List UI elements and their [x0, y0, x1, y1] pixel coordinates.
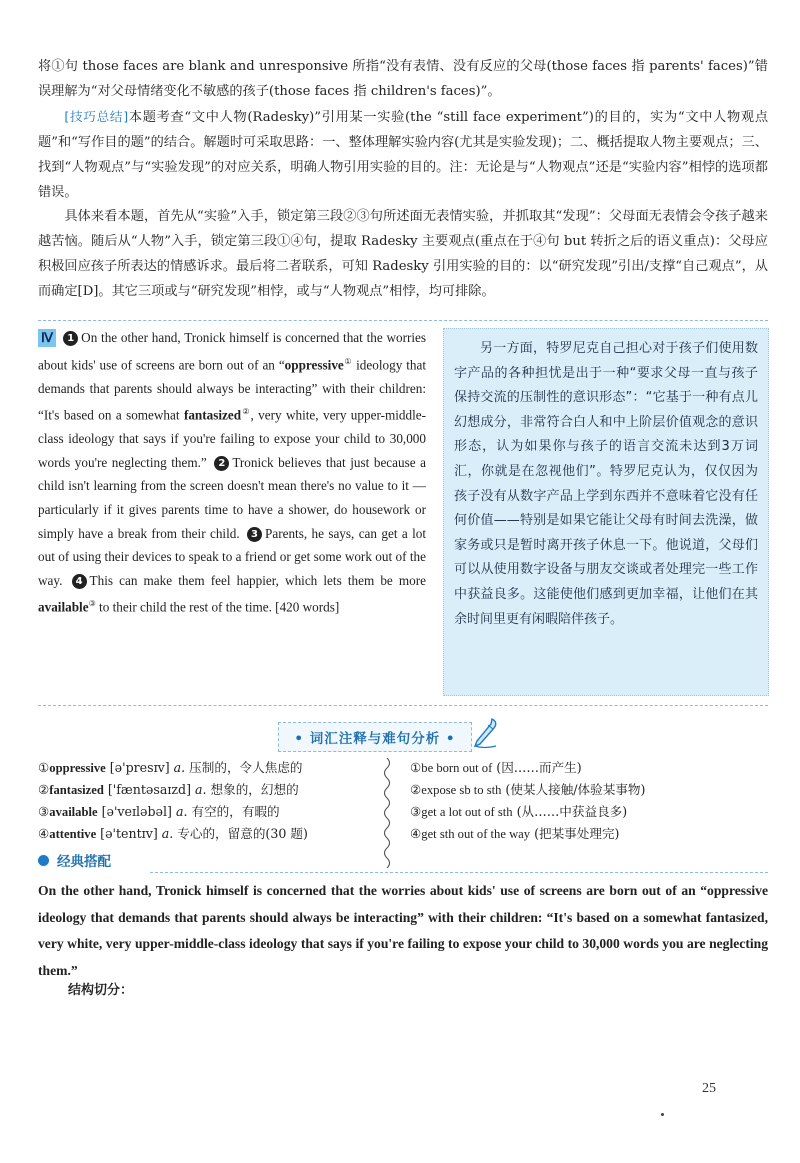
intro-paragraph: 将①句 those faces are blank and unresponsive 所指“没有表情、没有反应的父母(those faces 指 parents' faces)”错误理解为“对父母情绪变化不敏感的孩子(those faces 指 children's faces)”。 [38, 59, 768, 99]
sentence-text: , very white, very upper-middle-class ideology that says if you're failing to expose your child to 30,000 words you're neglecting them.” [38, 407, 426, 470]
tip-text: 本题考查“文中人物(Radesky)”引用某一实验(the “still face experiment”)的目的，实为“文中人物观点题”和“写作目的题”的结合。解题时可采取思路：一、整体理解实验内容(尤其是实验发现)；二、概括提取人物主要观点；三、找到“人物观点”与“实验发现”的对应关系，明确人物引用实验的目的。注：无论是与“人物观点”还是“实验内容”相悖的选项都错误。 [38, 110, 769, 200]
phrase-list [410, 757, 770, 845]
translation-box: 另一方面，特罗尼克自己担心对于孩子们使用数字产品的各种担忧是出于一种“要求父母一直与孩子保持交流的压制性的意识形态”：“它基于一种有点儿幻想成分，非常符合白人和中上阶层价值观念的意识形态，认为如果你与孩子的语言交流未达到3万词汇，你就是在忽视他们”。特罗尼克认为，仅仅因为孩子没有从数字产品上学到东西并不意味着它没有任何价值——特别是如果它能让父母有时间去洗澡，做家务或只是暂时离开孩子休息一下。他说道，父母们可以从使用数字设备与朋友交谈或者处理完一些工作中获益良多。这能使他们感到更加幸福，让他们在其余时间里更有闲暇陪伴孩子。 [443, 328, 769, 696]
vocab-word: available [38, 599, 89, 615]
sentence-text: On the other hand, Tronick himself is concerned that the worries about kids' use of screens are born out of an “ [38, 330, 426, 372]
pen-icon [470, 716, 500, 750]
divider [38, 705, 768, 706]
sentence-marker: 4 [72, 574, 87, 589]
vocab-word: fantasized [183, 407, 242, 423]
vocab-list [38, 757, 368, 845]
sentence-marker: 3 [247, 527, 262, 542]
vocab-entry: ②fantasized ['fæntəsaɪzd] a. 想象的，幻想的 [38, 782, 299, 797]
footnote-marker: ③ [88, 599, 96, 609]
dot-mark [661, 1113, 664, 1116]
vocab-entry: ①oppressive [ə'presɪv] a. 压制的，令人焦虑的 [38, 760, 303, 775]
vocab-entry: ③available [ə'veɪləbəl] a. 有空的，有暇的 [38, 804, 280, 819]
structure-label: 结构切分： [68, 983, 134, 998]
sentence-text: to their child the rest of the time. [420 words] [95, 599, 340, 615]
passage-paragraph [38, 326, 426, 619]
footnote-marker: ① [343, 356, 353, 366]
phrase-entry: ②expose sb to sth (使某人接触/体验某事物) [410, 782, 646, 797]
sentence-marker: 2 [214, 456, 229, 471]
vocab-word: oppressive [284, 356, 344, 372]
sentence-text: Parents, he says, can get a lot out of using their devices to speak to a friend or get some work out of the way. [38, 525, 427, 588]
classic-heading [38, 850, 111, 870]
phrase-entry: ④get sth out of the way (把某事处理完) [410, 826, 620, 841]
tip-paragraph [38, 104, 768, 205]
sentence-text: ideology that demands that parents should always be interacting” with their children: “It's based on a somewhat [38, 356, 426, 423]
bullet-icon [38, 855, 49, 866]
sentence-text: This can make them feel happier, which lets them be more [89, 572, 426, 588]
phrase-entry: ③get a lot out of sth (从……中获益良多) [410, 804, 628, 819]
classic-sentence: On the other hand, Tronick himself is concerned that the worries about kids' use of screens are born out of an “oppressive ideology that demands that parents should always be interacting” with their children: “It's based on a somewhat fantasized, very white, very upper-middle-class ideology that says if you're failing to expose your child to 30,000 words you are neglecting them.” [38, 883, 768, 978]
phrase-entry: ①be born out of (因……而产生) [410, 760, 582, 775]
vocab-section-title: • 词汇注释与难句分析 • [278, 722, 472, 752]
section-number: Ⅳ [38, 329, 56, 347]
page-number: 25 [702, 1081, 716, 1096]
column-divider [380, 758, 394, 868]
divider [150, 872, 768, 873]
classic-heading-text: 经典搭配 [57, 854, 111, 870]
analysis-paragraph: 具体来看本题，首先从“实验”入手，锁定第三段②③句所述面无表情实验，并抓取其“发现”：父母面无表情会令孩子越来越苦恼。随后从“人物”入手，锁定第三段①④句，提取 Radesky 主要观点(重点在于④句 but 转折之后的语义重点)：父母应积极回应孩子所表达的情感诉求。最后将二者联系，可知 Radesky 引用实验的目的：以“研究发现”引出/支撑“自己观点”，从而确定[D]。其它三项或与“研究发现”相悖，或与“人物观点”相悖，均可排除。 [38, 209, 768, 299]
tip-tag: [技巧总结] [64, 109, 129, 124]
sentence-marker: 1 [63, 331, 78, 346]
divider [38, 320, 768, 321]
sentence-text: Tronick believes that just because a child isn't learning from the screen doesn't mean there's no value to it — particularly if it gives parents time to have a shower, do housework or simply have a break from their child. [38, 454, 426, 541]
footnote-marker: ② [241, 407, 251, 417]
vocab-entry: ④attentive [ə'tentɪv] a. 专心的，留意的(30 题) [38, 826, 308, 841]
